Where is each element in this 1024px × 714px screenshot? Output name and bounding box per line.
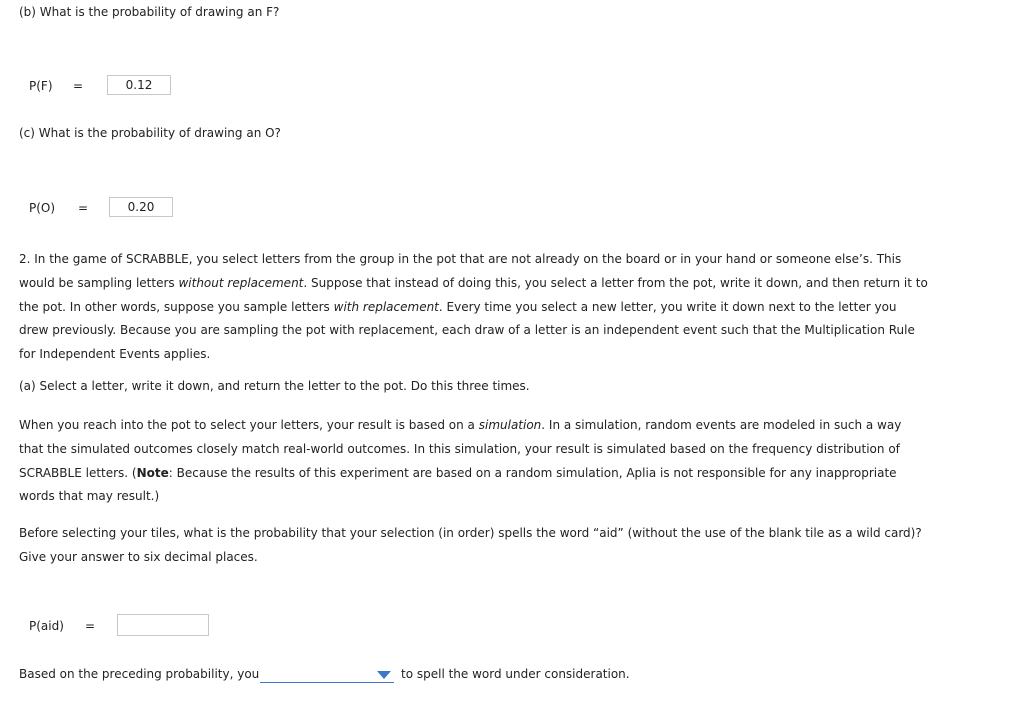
question-b: (b) What is the probability of drawing an F?: [19, 5, 280, 19]
problem2-line1: 2. In the game of SCRABBLE, you select letters from the group in the pot that are not already on the board or in your hand or someone else’s. This: [19, 252, 902, 266]
note-label: Note: [136, 465, 169, 480]
paid-equals: =: [85, 619, 96, 633]
paid-answer-field[interactable]: [117, 614, 209, 636]
conclusion-suffix: to spell the word under consideration.: [401, 667, 630, 681]
likelihood-dropdown[interactable]: [260, 668, 394, 683]
simulation-text: When you reach into the pot to select your letters, your result is based on a simulation. In a simulation, random events are modeled in such a way that the simulated outcomes closely match real-world outcomes. In this simulation, your result is simulated based on the frequency distribution of SCRABBLE letters. (Note: Because the results of this experiment are based on a random simulation, Aplia is not responsible for any inappropriate words that may result.): [19, 418, 902, 504]
question-c: (c) What is the probability of drawing an O?: [19, 126, 281, 140]
with-replacement-emphasis: with replacement: [333, 299, 439, 314]
without-replacement-emphasis: without replacement: [178, 275, 304, 290]
paid-label: P(aid): [29, 619, 64, 633]
po-answer-field[interactable]: 0.20: [109, 197, 173, 217]
part-a-instruction: (a) Select a letter, write it down, and return the letter to the pot. Do this three times.: [19, 379, 530, 393]
pf-answer-field[interactable]: 0.12: [107, 75, 171, 95]
simulation-emphasis: simulation: [478, 418, 542, 432]
po-label: P(O): [29, 201, 56, 215]
pf-equals: =: [73, 79, 84, 93]
problem-2-text: 2. In the game of SCRABBLE, you select letters from the group in the pot that are not already on the board or in your hand or someone else’s. This would be sampling letters without replacement. Suppose that instead of doing this, you select a letter from the pot, write it down, and then return it to the pot. In other words, suppose you sample letters with replacement. Every time you select a new letter, you write it down next to the letter you drew previously. Because you are sampling the pot with replacement, each draw of a letter is an independent event such that the Multiplication Rule for Independent Events applies.: [19, 252, 928, 361]
aid-question: Before selecting your tiles, what is the probability that your selection (in order) spells the word “aid” (without the use of the blank tile as a wild card)? Give your answer to six decimal places.: [19, 526, 922, 564]
po-equals: =: [78, 201, 89, 215]
conclusion-prefix: Based on the preceding probability, you: [19, 667, 260, 681]
pf-label: P(F): [29, 79, 53, 93]
chevron-down-icon[interactable]: [377, 671, 391, 679]
